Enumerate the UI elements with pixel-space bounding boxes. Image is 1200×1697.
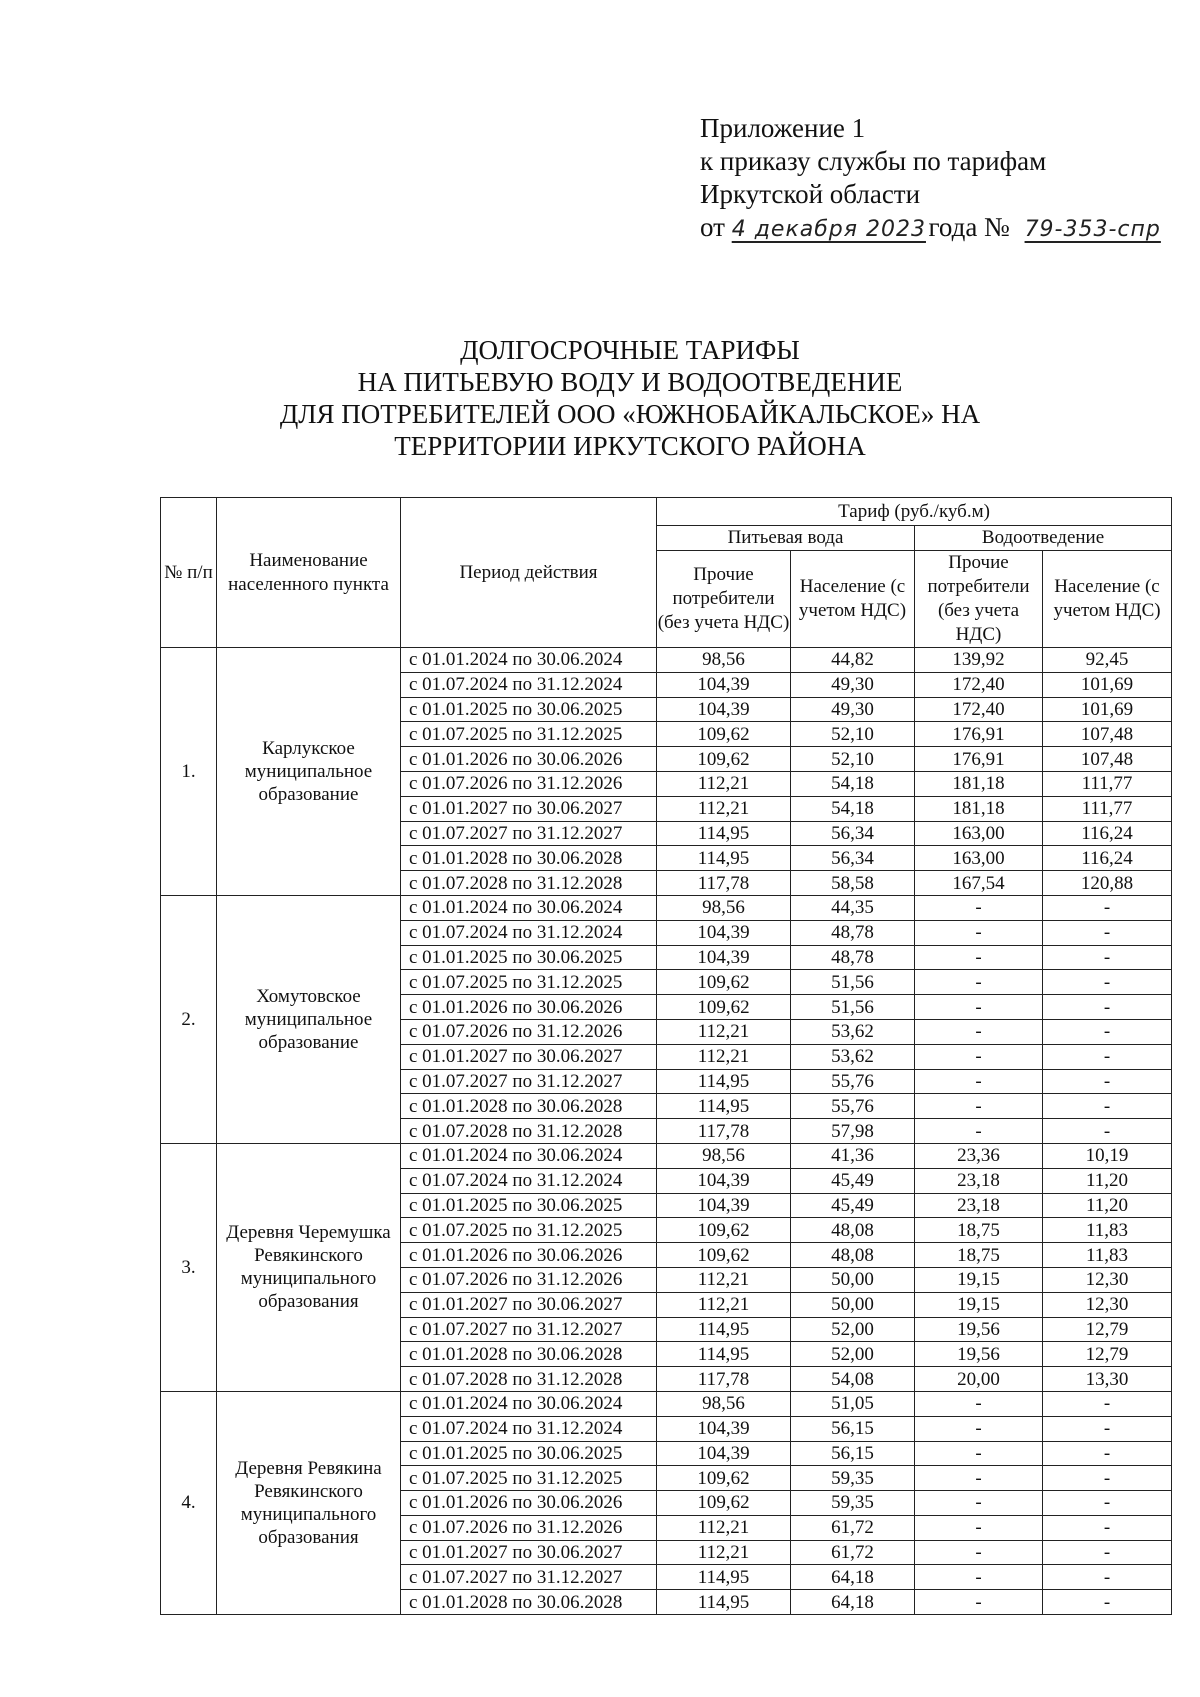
- period-cell: с 01.01.2028 по 30.06.2028: [401, 1094, 657, 1119]
- period-cell: с 01.01.2027 по 30.06.2027: [401, 796, 657, 821]
- drainage-other-cell: -: [915, 1391, 1043, 1416]
- drainage-population-cell: 101,69: [1043, 697, 1172, 722]
- water-other-cell: 104,39: [657, 697, 791, 722]
- title-line-4: ТЕРРИТОРИИ ИРКУТСКОГО РАЙОНА: [394, 431, 866, 461]
- period-cell: с 01.07.2028 по 31.12.2028: [401, 1119, 657, 1144]
- drainage-population-cell: -: [1043, 1391, 1172, 1416]
- water-other-cell: 114,95: [657, 1590, 791, 1615]
- drainage-other-cell: 163,00: [915, 821, 1043, 846]
- drainage-other-cell: -: [915, 1590, 1043, 1615]
- title-line-2: НА ПИТЬЕВУЮ ВОДУ И ВОДООТВЕДЕНИЕ: [357, 367, 903, 397]
- header-water-other: Прочие потребители (без учета НДС): [657, 551, 791, 648]
- water-population-cell: 61,72: [791, 1515, 915, 1540]
- water-population-cell: 52,10: [791, 747, 915, 772]
- year-number-label: года №: [928, 212, 1010, 242]
- table-row: [161, 648, 1172, 673]
- drainage-population-cell: 12,30: [1043, 1267, 1172, 1292]
- drainage-other-cell: -: [915, 1441, 1043, 1466]
- table-header: [161, 498, 1172, 648]
- row-number: 4.: [161, 1391, 217, 1614]
- water-other-cell: 109,62: [657, 995, 791, 1020]
- drainage-other-cell: 19,56: [915, 1317, 1043, 1342]
- water-other-cell: 109,62: [657, 970, 791, 995]
- water-population-cell: 41,36: [791, 1143, 915, 1168]
- water-other-cell: 98,56: [657, 648, 791, 673]
- drainage-other-cell: -: [915, 1044, 1043, 1069]
- table-row: [161, 1143, 1172, 1168]
- settlement-name: Хомутовское муниципальное образование: [217, 895, 401, 1143]
- drainage-other-cell: -: [915, 995, 1043, 1020]
- handwritten-date: 4 декабря 2023: [731, 217, 926, 242]
- water-other-cell: 114,95: [657, 1069, 791, 1094]
- header-num: № п/п: [161, 498, 217, 648]
- water-other-cell: 114,95: [657, 1342, 791, 1367]
- period-cell: с 01.01.2025 по 30.06.2025: [401, 697, 657, 722]
- drainage-population-cell: 12,30: [1043, 1292, 1172, 1317]
- drainage-population-cell: 120,88: [1043, 871, 1172, 896]
- period-cell: с 01.01.2024 по 30.06.2024: [401, 1143, 657, 1168]
- water-population-cell: 59,35: [791, 1466, 915, 1491]
- drainage-population-cell: -: [1043, 1044, 1172, 1069]
- drainage-other-cell: -: [915, 1491, 1043, 1516]
- water-population-cell: 49,30: [791, 672, 915, 697]
- period-cell: с 01.01.2026 по 30.06.2026: [401, 1243, 657, 1268]
- drainage-other-cell: -: [915, 1069, 1043, 1094]
- drainage-other-cell: 167,54: [915, 871, 1043, 896]
- period-cell: с 01.07.2026 по 31.12.2026: [401, 771, 657, 796]
- drainage-population-cell: -: [1043, 970, 1172, 995]
- drainage-population-cell: 11,20: [1043, 1168, 1172, 1193]
- appendix-line-3: Иркутской области: [700, 179, 921, 209]
- settlement-name: Карлукское муниципальное образование: [217, 648, 401, 896]
- drainage-other-cell: -: [915, 1416, 1043, 1441]
- period-cell: с 01.07.2028 по 31.12.2028: [401, 871, 657, 896]
- water-other-cell: 112,21: [657, 1019, 791, 1044]
- water-population-cell: 58,58: [791, 871, 915, 896]
- drainage-other-cell: 23,18: [915, 1168, 1043, 1193]
- tariff-table: [160, 497, 1172, 1615]
- drainage-population-cell: -: [1043, 920, 1172, 945]
- drainage-other-cell: -: [915, 970, 1043, 995]
- water-population-cell: 54,18: [791, 796, 915, 821]
- period-cell: с 01.07.2025 по 31.12.2025: [401, 970, 657, 995]
- water-population-cell: 57,98: [791, 1119, 915, 1144]
- period-cell: с 01.01.2026 по 30.06.2026: [401, 1491, 657, 1516]
- drainage-other-cell: 23,18: [915, 1193, 1043, 1218]
- water-population-cell: 49,30: [791, 697, 915, 722]
- period-cell: с 01.01.2025 по 30.06.2025: [401, 1441, 657, 1466]
- drainage-other-cell: -: [915, 945, 1043, 970]
- period-cell: с 01.01.2028 по 30.06.2028: [401, 1342, 657, 1367]
- drainage-population-cell: -: [1043, 1069, 1172, 1094]
- period-cell: с 01.07.2026 по 31.12.2026: [401, 1267, 657, 1292]
- water-other-cell: 112,21: [657, 1540, 791, 1565]
- document-title: [160, 334, 1100, 462]
- water-population-cell: 56,15: [791, 1441, 915, 1466]
- drainage-population-cell: 11,83: [1043, 1243, 1172, 1268]
- drainage-other-cell: 18,75: [915, 1243, 1043, 1268]
- water-population-cell: 48,08: [791, 1243, 915, 1268]
- period-cell: с 01.01.2024 по 30.06.2024: [401, 1391, 657, 1416]
- row-number: 3.: [161, 1143, 217, 1391]
- drainage-population-cell: -: [1043, 1416, 1172, 1441]
- row-number: 1.: [161, 648, 217, 896]
- water-other-cell: 109,62: [657, 1466, 791, 1491]
- period-cell: с 01.01.2025 по 30.06.2025: [401, 1193, 657, 1218]
- header-name: Наименование населенного пункта: [217, 498, 401, 648]
- water-population-cell: 48,78: [791, 945, 915, 970]
- drainage-other-cell: -: [915, 1515, 1043, 1540]
- handwritten-order-number: 79-353-спр: [1024, 217, 1161, 242]
- water-other-cell: 114,95: [657, 1094, 791, 1119]
- table-body: [161, 648, 1172, 1615]
- drainage-other-cell: -: [915, 1119, 1043, 1144]
- title-line-3: ДЛЯ ПОТРЕБИТЕЛЕЙ ООО «ЮЖНОБАЙКАЛЬСКОЕ» НА: [279, 399, 981, 429]
- water-population-cell: 51,56: [791, 995, 915, 1020]
- drainage-population-cell: 10,19: [1043, 1143, 1172, 1168]
- period-cell: с 01.01.2024 по 30.06.2024: [401, 895, 657, 920]
- water-population-cell: 56,15: [791, 1416, 915, 1441]
- water-population-cell: 52,10: [791, 722, 915, 747]
- period-cell: с 01.07.2024 по 31.12.2024: [401, 920, 657, 945]
- period-cell: с 01.07.2025 по 31.12.2025: [401, 1466, 657, 1491]
- header-drainage-other: Прочие потребители (без учета НДС): [915, 551, 1043, 648]
- period-cell: с 01.07.2027 по 31.12.2027: [401, 1317, 657, 1342]
- drainage-other-cell: 172,40: [915, 697, 1043, 722]
- water-other-cell: 109,62: [657, 1218, 791, 1243]
- drainage-other-cell: 20,00: [915, 1367, 1043, 1392]
- water-other-cell: 114,95: [657, 1565, 791, 1590]
- drainage-other-cell: 181,18: [915, 771, 1043, 796]
- water-other-cell: 109,62: [657, 747, 791, 772]
- drainage-population-cell: -: [1043, 945, 1172, 970]
- water-other-cell: 98,56: [657, 1143, 791, 1168]
- water-other-cell: 109,62: [657, 1491, 791, 1516]
- water-other-cell: 114,95: [657, 1317, 791, 1342]
- drainage-population-cell: 116,24: [1043, 846, 1172, 871]
- water-other-cell: 104,39: [657, 1168, 791, 1193]
- water-other-cell: 117,78: [657, 871, 791, 896]
- water-other-cell: 114,95: [657, 821, 791, 846]
- water-population-cell: 50,00: [791, 1267, 915, 1292]
- water-population-cell: 51,56: [791, 970, 915, 995]
- period-cell: с 01.01.2026 по 30.06.2026: [401, 995, 657, 1020]
- drainage-population-cell: -: [1043, 1441, 1172, 1466]
- water-other-cell: 109,62: [657, 1243, 791, 1268]
- water-population-cell: 64,18: [791, 1565, 915, 1590]
- period-cell: с 01.07.2026 по 31.12.2026: [401, 1019, 657, 1044]
- drainage-population-cell: -: [1043, 895, 1172, 920]
- water-population-cell: 45,49: [791, 1193, 915, 1218]
- header-water: Питьевая вода: [657, 526, 915, 551]
- appendix-line-1: Приложение 1: [700, 113, 866, 143]
- drainage-other-cell: 19,15: [915, 1267, 1043, 1292]
- water-other-cell: 98,56: [657, 895, 791, 920]
- drainage-population-cell: -: [1043, 1019, 1172, 1044]
- drainage-population-cell: -: [1043, 1540, 1172, 1565]
- water-population-cell: 56,34: [791, 821, 915, 846]
- appendix-block: [700, 112, 1190, 246]
- drainage-other-cell: 176,91: [915, 747, 1043, 772]
- period-cell: с 01.07.2027 по 31.12.2027: [401, 1565, 657, 1590]
- water-other-cell: 117,78: [657, 1119, 791, 1144]
- drainage-other-cell: -: [915, 1019, 1043, 1044]
- water-population-cell: 53,62: [791, 1019, 915, 1044]
- water-other-cell: 104,39: [657, 945, 791, 970]
- title-line-1: ДОЛГОСРОЧНЫЕ ТАРИФЫ: [460, 335, 800, 365]
- row-number: 2.: [161, 895, 217, 1143]
- water-other-cell: 104,39: [657, 920, 791, 945]
- drainage-other-cell: 19,15: [915, 1292, 1043, 1317]
- water-population-cell: 55,76: [791, 1094, 915, 1119]
- water-population-cell: 50,00: [791, 1292, 915, 1317]
- water-population-cell: 59,35: [791, 1491, 915, 1516]
- water-other-cell: 117,78: [657, 1367, 791, 1392]
- water-population-cell: 54,08: [791, 1367, 915, 1392]
- drainage-population-cell: -: [1043, 1466, 1172, 1491]
- appendix-line-4: [700, 211, 1190, 246]
- period-cell: с 01.07.2025 по 31.12.2025: [401, 1218, 657, 1243]
- drainage-population-cell: 111,77: [1043, 771, 1172, 796]
- period-cell: с 01.01.2026 по 30.06.2026: [401, 747, 657, 772]
- water-other-cell: 104,39: [657, 672, 791, 697]
- period-cell: с 01.07.2027 по 31.12.2027: [401, 1069, 657, 1094]
- drainage-population-cell: -: [1043, 1590, 1172, 1615]
- drainage-population-cell: -: [1043, 1565, 1172, 1590]
- settlement-name: Деревня Ревякина Ревякинского муниципального образования: [217, 1391, 401, 1614]
- water-population-cell: 52,00: [791, 1317, 915, 1342]
- water-population-cell: 51,05: [791, 1391, 915, 1416]
- drainage-population-cell: 107,48: [1043, 722, 1172, 747]
- water-population-cell: 56,34: [791, 846, 915, 871]
- drainage-other-cell: 19,56: [915, 1342, 1043, 1367]
- period-cell: с 01.01.2028 по 30.06.2028: [401, 1590, 657, 1615]
- drainage-other-cell: -: [915, 895, 1043, 920]
- water-population-cell: 55,76: [791, 1069, 915, 1094]
- water-other-cell: 109,62: [657, 722, 791, 747]
- period-cell: с 01.07.2027 по 31.12.2027: [401, 821, 657, 846]
- period-cell: с 01.07.2024 по 31.12.2024: [401, 672, 657, 697]
- water-population-cell: 45,49: [791, 1168, 915, 1193]
- drainage-other-cell: 18,75: [915, 1218, 1043, 1243]
- drainage-other-cell: -: [915, 1540, 1043, 1565]
- table-row: [161, 895, 1172, 920]
- drainage-other-cell: 176,91: [915, 722, 1043, 747]
- water-other-cell: 112,21: [657, 1044, 791, 1069]
- water-population-cell: 64,18: [791, 1590, 915, 1615]
- water-other-cell: 112,21: [657, 1515, 791, 1540]
- period-cell: с 01.07.2024 по 31.12.2024: [401, 1168, 657, 1193]
- water-other-cell: 104,39: [657, 1193, 791, 1218]
- water-population-cell: 48,08: [791, 1218, 915, 1243]
- water-other-cell: 112,21: [657, 771, 791, 796]
- drainage-population-cell: -: [1043, 1515, 1172, 1540]
- drainage-population-cell: -: [1043, 995, 1172, 1020]
- drainage-population-cell: 101,69: [1043, 672, 1172, 697]
- header-period: Период действия: [401, 498, 657, 648]
- drainage-population-cell: -: [1043, 1491, 1172, 1516]
- drainage-population-cell: -: [1043, 1094, 1172, 1119]
- water-population-cell: 44,82: [791, 648, 915, 673]
- water-population-cell: 52,00: [791, 1342, 915, 1367]
- period-cell: с 01.01.2025 по 30.06.2025: [401, 945, 657, 970]
- period-cell: с 01.07.2024 по 31.12.2024: [401, 1416, 657, 1441]
- period-cell: с 01.01.2027 по 30.06.2027: [401, 1044, 657, 1069]
- period-cell: с 01.01.2027 по 30.06.2027: [401, 1292, 657, 1317]
- drainage-population-cell: 13,30: [1043, 1367, 1172, 1392]
- drainage-other-cell: 172,40: [915, 672, 1043, 697]
- water-population-cell: 53,62: [791, 1044, 915, 1069]
- drainage-population-cell: 11,20: [1043, 1193, 1172, 1218]
- water-population-cell: 48,78: [791, 920, 915, 945]
- appendix-prefix: от: [700, 212, 725, 242]
- drainage-population-cell: 11,83: [1043, 1218, 1172, 1243]
- drainage-other-cell: -: [915, 1094, 1043, 1119]
- header-drainage: Водоотведение: [915, 526, 1172, 551]
- drainage-other-cell: -: [915, 920, 1043, 945]
- drainage-other-cell: -: [915, 1565, 1043, 1590]
- water-other-cell: 112,21: [657, 1267, 791, 1292]
- water-other-cell: 104,39: [657, 1441, 791, 1466]
- water-population-cell: 54,18: [791, 771, 915, 796]
- water-other-cell: 112,21: [657, 1292, 791, 1317]
- period-cell: с 01.01.2024 по 30.06.2024: [401, 648, 657, 673]
- header-drainage-population: Население (с учетом НДС): [1043, 551, 1172, 648]
- drainage-other-cell: 163,00: [915, 846, 1043, 871]
- drainage-population-cell: 12,79: [1043, 1317, 1172, 1342]
- drainage-population-cell: 12,79: [1043, 1342, 1172, 1367]
- table-row: [161, 1391, 1172, 1416]
- period-cell: с 01.01.2027 по 30.06.2027: [401, 1540, 657, 1565]
- water-other-cell: 98,56: [657, 1391, 791, 1416]
- header-tariff: Тариф (руб./куб.м): [657, 498, 1172, 526]
- drainage-population-cell: 116,24: [1043, 821, 1172, 846]
- water-other-cell: 112,21: [657, 796, 791, 821]
- drainage-population-cell: 92,45: [1043, 648, 1172, 673]
- drainage-other-cell: -: [915, 1466, 1043, 1491]
- water-population-cell: 44,35: [791, 895, 915, 920]
- water-population-cell: 61,72: [791, 1540, 915, 1565]
- drainage-other-cell: 181,18: [915, 796, 1043, 821]
- drainage-population-cell: 107,48: [1043, 747, 1172, 772]
- water-other-cell: 114,95: [657, 846, 791, 871]
- drainage-population-cell: 111,77: [1043, 796, 1172, 821]
- drainage-other-cell: 23,36: [915, 1143, 1043, 1168]
- water-other-cell: 104,39: [657, 1416, 791, 1441]
- settlement-name: Деревня Черемушка Ревякинского муниципального образования: [217, 1143, 401, 1391]
- drainage-other-cell: 139,92: [915, 648, 1043, 673]
- drainage-population-cell: -: [1043, 1119, 1172, 1144]
- appendix-line-2: к приказу службы по тарифам: [700, 146, 1047, 176]
- period-cell: с 01.07.2028 по 31.12.2028: [401, 1367, 657, 1392]
- period-cell: с 01.07.2026 по 31.12.2026: [401, 1515, 657, 1540]
- period-cell: с 01.01.2028 по 30.06.2028: [401, 846, 657, 871]
- header-water-population: Население (с учетом НДС): [791, 551, 915, 648]
- period-cell: с 01.07.2025 по 31.12.2025: [401, 722, 657, 747]
